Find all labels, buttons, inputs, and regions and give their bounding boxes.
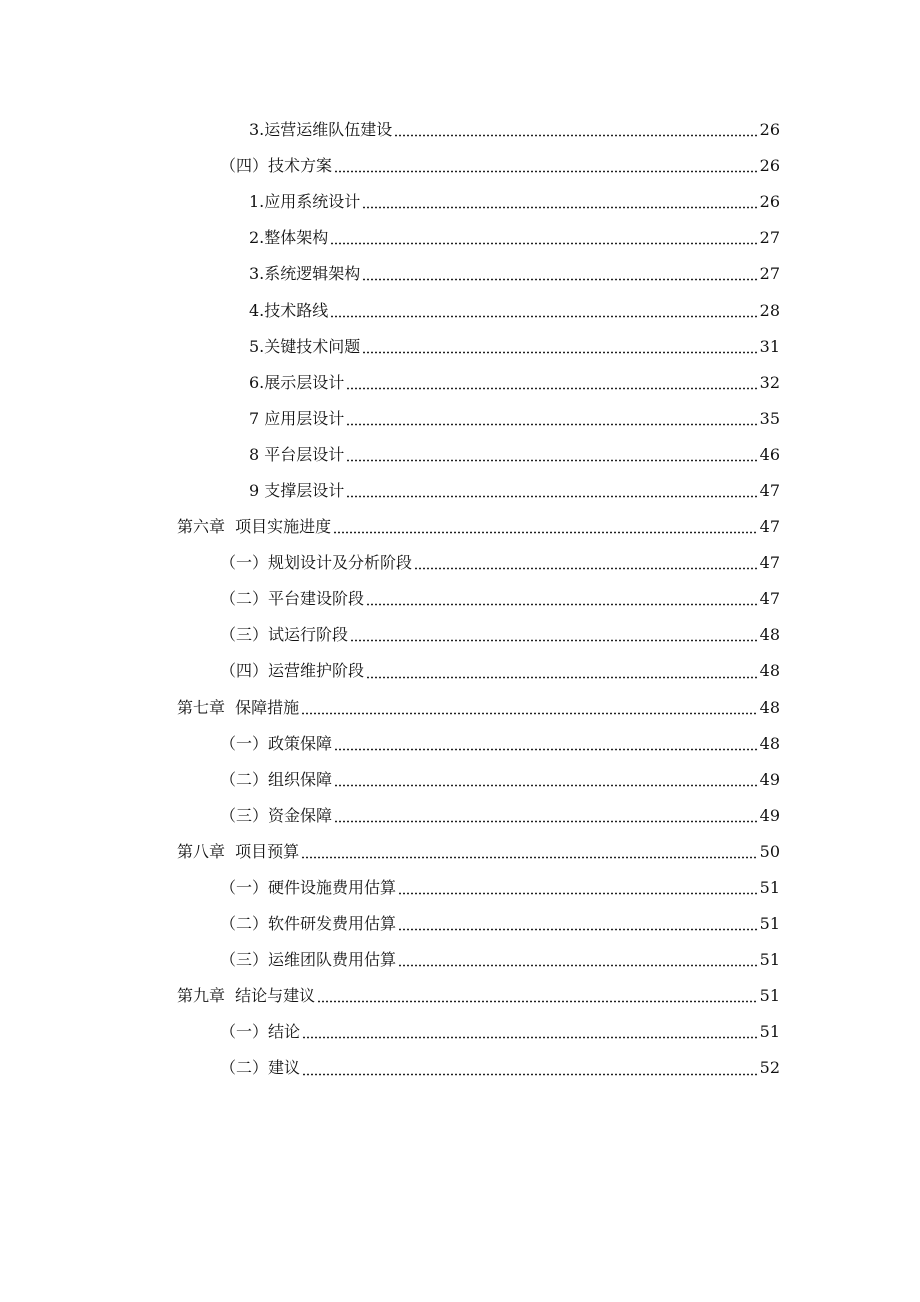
- toc-entry-page-number: 51: [759, 986, 780, 1006]
- dot-leader: [398, 928, 758, 931]
- toc-entry[interactable]: [0, 112, 920, 148]
- dot-leader: [398, 964, 758, 967]
- dot-leader: [317, 1000, 757, 1003]
- toc-entry[interactable]: [0, 184, 920, 220]
- toc-entry-title: （三）试运行阶段: [220, 625, 349, 645]
- toc-entry-page-number: 48: [759, 625, 780, 645]
- toc-entry[interactable]: [0, 1014, 920, 1050]
- toc-entry[interactable]: [0, 256, 920, 292]
- toc-entry-title: 9 支撑层设计: [249, 480, 345, 500]
- toc-entry[interactable]: [0, 798, 920, 834]
- toc-entry[interactable]: [0, 292, 920, 328]
- dot-leader: [414, 567, 758, 570]
- dot-leader: [346, 423, 757, 426]
- dot-leader: [334, 748, 758, 751]
- toc-entry[interactable]: [0, 401, 920, 437]
- dot-leader: [301, 712, 757, 715]
- dot-leader: [362, 278, 757, 281]
- toc-entry[interactable]: [0, 834, 920, 870]
- toc-entry[interactable]: [0, 726, 920, 762]
- dot-leader: [302, 1073, 758, 1076]
- toc-entry[interactable]: [0, 437, 920, 473]
- toc-entry-title: 4.技术路线: [249, 300, 329, 320]
- toc-entry-page-number: 47: [759, 480, 780, 500]
- toc-entry-page-number: 48: [759, 733, 780, 753]
- toc-entry[interactable]: [0, 329, 920, 365]
- toc-entry-page-number: 27: [759, 264, 780, 284]
- dot-leader: [362, 206, 757, 209]
- toc-entry-page-number: 31: [759, 336, 780, 356]
- dot-leader: [330, 242, 757, 245]
- toc-entry-title: （四）运营维护阶段: [220, 661, 365, 681]
- toc-entry-page-number: 32: [759, 372, 780, 392]
- dot-leader: [302, 1036, 758, 1039]
- toc-entry[interactable]: [0, 942, 920, 978]
- toc-entry-title: 第九章 结论与建议: [177, 986, 316, 1006]
- toc-entry-page-number: 51: [759, 914, 780, 934]
- dot-leader: [334, 170, 758, 173]
- toc-entry-title: （三）运维团队费用估算: [220, 950, 397, 970]
- toc-entry[interactable]: [0, 978, 920, 1014]
- toc-entry-title: 第八章 项目预算: [177, 841, 300, 861]
- toc-entry-page-number: 49: [759, 805, 780, 825]
- toc-entry[interactable]: [0, 653, 920, 689]
- toc-entry-page-number: 28: [759, 300, 780, 320]
- toc-entry-page-number: 27: [759, 228, 780, 248]
- toc-entry[interactable]: [0, 365, 920, 401]
- dot-leader: [334, 820, 758, 823]
- toc-entry-page-number: 47: [759, 589, 780, 609]
- toc-entry-page-number: 50: [759, 841, 780, 861]
- toc-entry-title: 5.关键技术问题: [249, 336, 361, 356]
- toc-entry-page-number: 47: [759, 517, 780, 537]
- toc-entry-page-number: 48: [759, 697, 780, 717]
- toc-entry-title: （一）政策保障: [220, 733, 333, 753]
- dot-leader: [334, 784, 758, 787]
- dot-leader: [366, 676, 758, 679]
- toc-entry-title: （二）组织保障: [220, 769, 333, 789]
- toc-entry-title: 7 应用层设计: [249, 408, 345, 428]
- dot-leader: [362, 351, 757, 354]
- dot-leader: [398, 892, 758, 895]
- dot-leader: [366, 603, 758, 606]
- toc-entry[interactable]: [0, 617, 920, 653]
- toc-entry-page-number: 48: [759, 661, 780, 681]
- toc-entry-page-number: 47: [759, 553, 780, 573]
- toc-entry-title: （二）建议: [220, 1058, 301, 1078]
- toc-entry-page-number: 51: [759, 1022, 780, 1042]
- toc-entry-title: 2.整体架构: [249, 228, 329, 248]
- toc-entry-title: （一）硬件设施费用估算: [220, 878, 397, 898]
- toc-entry-page-number: 51: [759, 878, 780, 898]
- toc-entry[interactable]: [0, 762, 920, 798]
- toc-entry-page-number: 26: [759, 192, 780, 212]
- toc-entry-page-number: 26: [759, 120, 780, 140]
- toc-entry[interactable]: [0, 1050, 920, 1086]
- toc-entry-title: 6.展示层设计: [249, 372, 345, 392]
- toc-entry[interactable]: [0, 581, 920, 617]
- toc-entry-page-number: 35: [759, 408, 780, 428]
- toc-entry[interactable]: [0, 220, 920, 256]
- toc-entry[interactable]: [0, 690, 920, 726]
- dot-leader: [301, 856, 757, 859]
- toc-entry-title: 3.系统逻辑架构: [249, 264, 361, 284]
- toc-entry-title: 1.应用系统设计: [249, 192, 361, 212]
- dot-leader: [394, 134, 757, 137]
- dot-leader: [333, 531, 757, 534]
- toc-entry-page-number: 49: [759, 769, 780, 789]
- toc-entry-title: （一）结论: [220, 1022, 301, 1042]
- toc-entry[interactable]: [0, 148, 920, 184]
- toc-entry-title: （三）资金保障: [220, 805, 333, 825]
- dot-leader: [346, 495, 757, 498]
- toc-entry[interactable]: [0, 870, 920, 906]
- toc-entry-page-number: 26: [759, 156, 780, 176]
- toc-entry-title: （二）软件研发费用估算: [220, 914, 397, 934]
- dot-leader: [346, 387, 757, 390]
- toc-entry-title: 第六章 项目实施进度: [177, 517, 332, 537]
- toc-entry-title: （二）平台建设阶段: [220, 589, 365, 609]
- toc-entry-title: 第七章 保障措施: [177, 697, 300, 717]
- dot-leader: [350, 639, 758, 642]
- toc-entry[interactable]: [0, 509, 920, 545]
- dot-leader: [330, 315, 757, 318]
- toc-entry-title: （一）规划设计及分析阶段: [220, 553, 413, 573]
- toc-entry-page-number: 52: [759, 1058, 780, 1078]
- table-of-contents: [0, 112, 920, 1087]
- dot-leader: [346, 459, 757, 462]
- toc-entry-title: 3.运营运维队伍建设: [249, 120, 393, 140]
- toc-entry[interactable]: [0, 473, 920, 509]
- toc-entry-page-number: 51: [759, 950, 780, 970]
- toc-entry-title: 8 平台层设计: [249, 444, 345, 464]
- toc-entry[interactable]: [0, 545, 920, 581]
- toc-entry-title: （四）技术方案: [220, 156, 333, 176]
- toc-entry-page-number: 46: [759, 444, 780, 464]
- toc-entry[interactable]: [0, 906, 920, 942]
